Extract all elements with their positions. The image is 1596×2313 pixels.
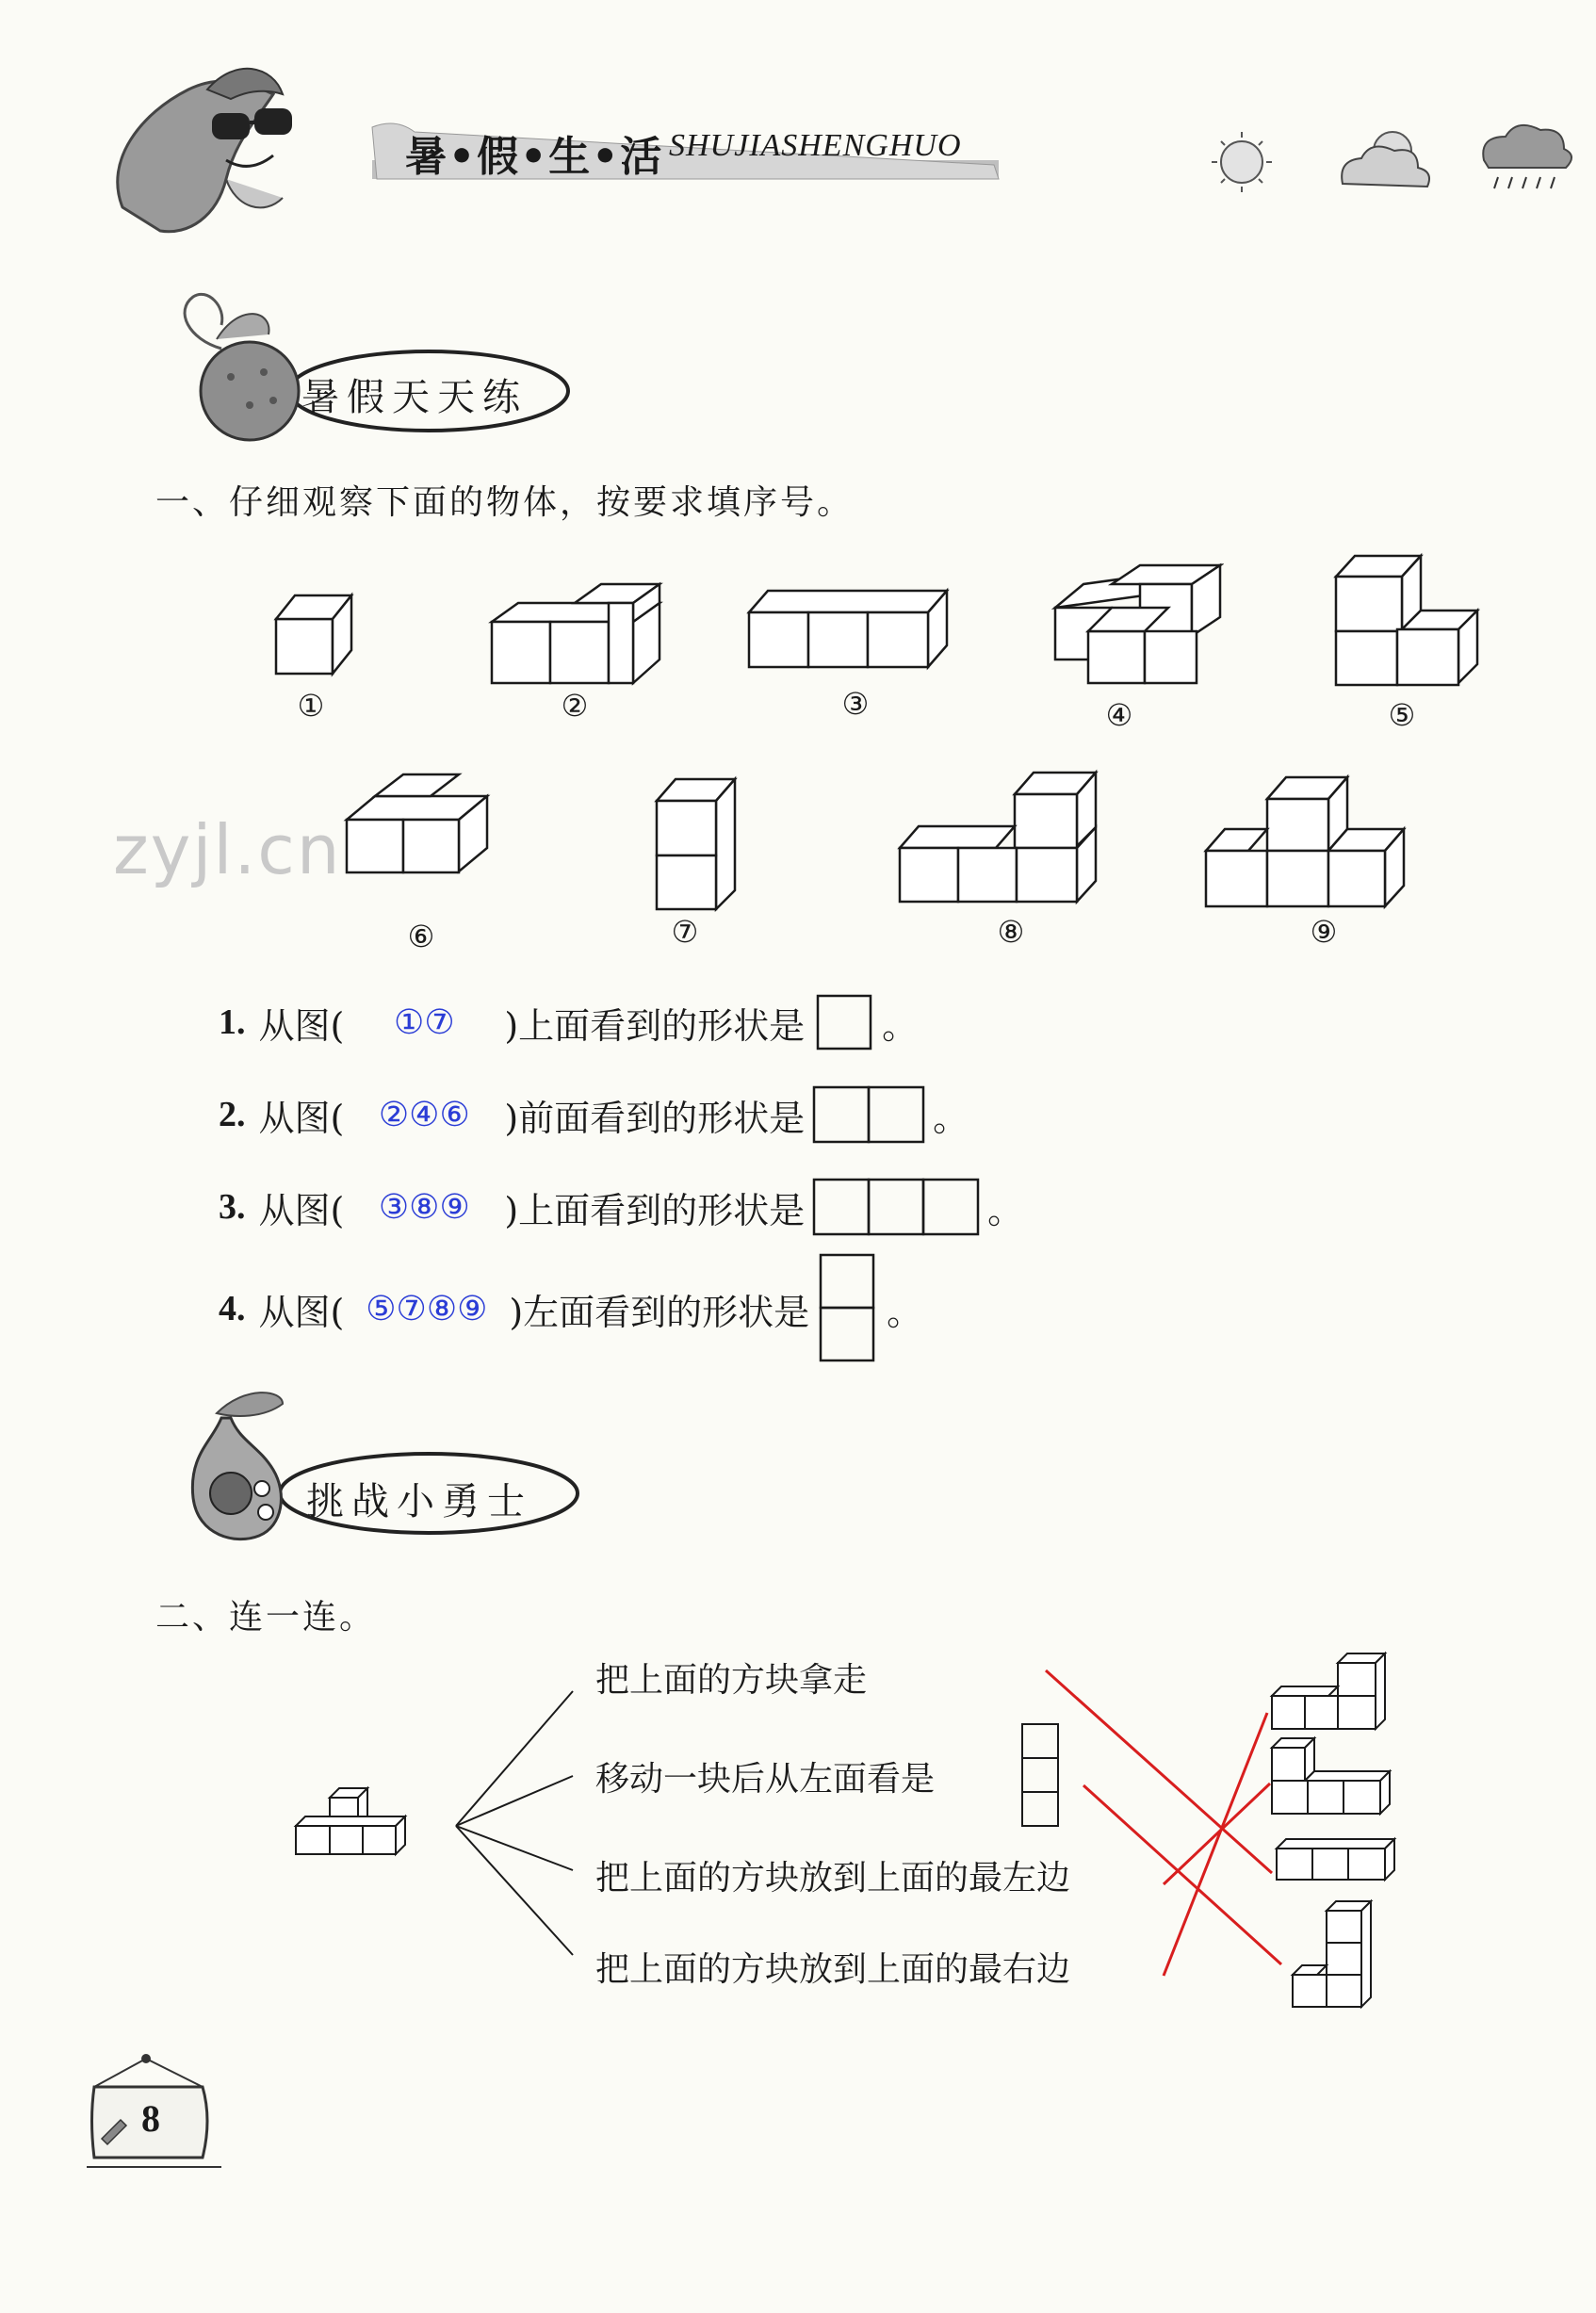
sub-question-number: 4. (219, 1289, 246, 1328)
sub-question-number: 2. (219, 1095, 246, 1134)
sub-question-prefix: 从图( (258, 1189, 345, 1231)
section1-title: 暑假天天练 (301, 376, 528, 419)
figure-label-5: ⑤ (1388, 697, 1416, 733)
target-figure-3 (1277, 1839, 1394, 1880)
figure-label-1: ① (297, 688, 325, 724)
fan-lines (456, 1691, 573, 1955)
figure-label-7: ⑦ (671, 914, 699, 950)
sub-question-prefix: 从图( (258, 1097, 345, 1139)
header-title: 暑•假•生•活 (405, 133, 664, 181)
sub-question-suffix: )前面看到的形状是 (504, 1097, 806, 1139)
answer-lines (1046, 1670, 1281, 1976)
figure-label-3: ③ (841, 686, 870, 722)
figure-label-8: ⑧ (997, 914, 1025, 950)
watermark: zyjl.cn (113, 810, 342, 889)
sub-question-suffix: )上面看到的形状是 (504, 1004, 806, 1047)
target-figure-1 (1272, 1653, 1385, 1729)
sub-question-end: 。 (933, 1097, 969, 1139)
header-latin-title: SHUJIASHENGHUO (669, 128, 962, 163)
answer-field[interactable]: ①⑦ (394, 1002, 455, 1042)
option-4: 把上面的方块放到上面的最右边 (595, 1950, 1071, 1989)
sub-question-prefix: 从图( (258, 1291, 345, 1333)
sub-question-end: 。 (987, 1189, 1024, 1231)
question1-heading: 一、仔细观察下面的物体，按要求填序号。 (155, 483, 855, 522)
option-2: 移动一块后从左面看是 (595, 1760, 936, 1799)
sub-question-number: 1. (219, 1002, 246, 1042)
figure-label-4: ④ (1105, 697, 1133, 733)
sub-question-suffix: )左面看到的形状是 (509, 1291, 810, 1333)
section2-title: 挑战小勇士 (306, 1480, 532, 1523)
figure-label-6: ⑥ (407, 919, 435, 954)
answer-field[interactable]: ③⑧⑨ (378, 1187, 470, 1227)
sub-question-suffix: )上面看到的形状是 (504, 1189, 806, 1231)
sub-question-number: 3. (219, 1187, 246, 1227)
answer-field[interactable]: ⑤⑦⑧⑨ (366, 1289, 488, 1328)
sub-question-prefix: 从图( (258, 1004, 345, 1047)
option-3: 把上面的方块放到上面的最左边 (595, 1859, 1071, 1898)
figure-label-2: ② (561, 688, 589, 724)
answer-field[interactable]: ②④⑥ (378, 1095, 470, 1134)
option-shape-vertical-three (1022, 1724, 1058, 1826)
page-number-frame (0, 0, 283, 2313)
sub-question-end: 。 (882, 1004, 919, 1047)
question2-heading: 二、连一连。 (155, 1598, 377, 1637)
option-1: 把上面的方块拿走 (595, 1661, 868, 1700)
target-figure-4 (1293, 1901, 1371, 2007)
target-figure-2 (1272, 1738, 1390, 1814)
page-number: 8 (141, 2097, 160, 2140)
source-figure (296, 1788, 405, 1854)
figure-label-9: ⑨ (1310, 914, 1338, 950)
sub-question-end: 。 (887, 1291, 923, 1333)
